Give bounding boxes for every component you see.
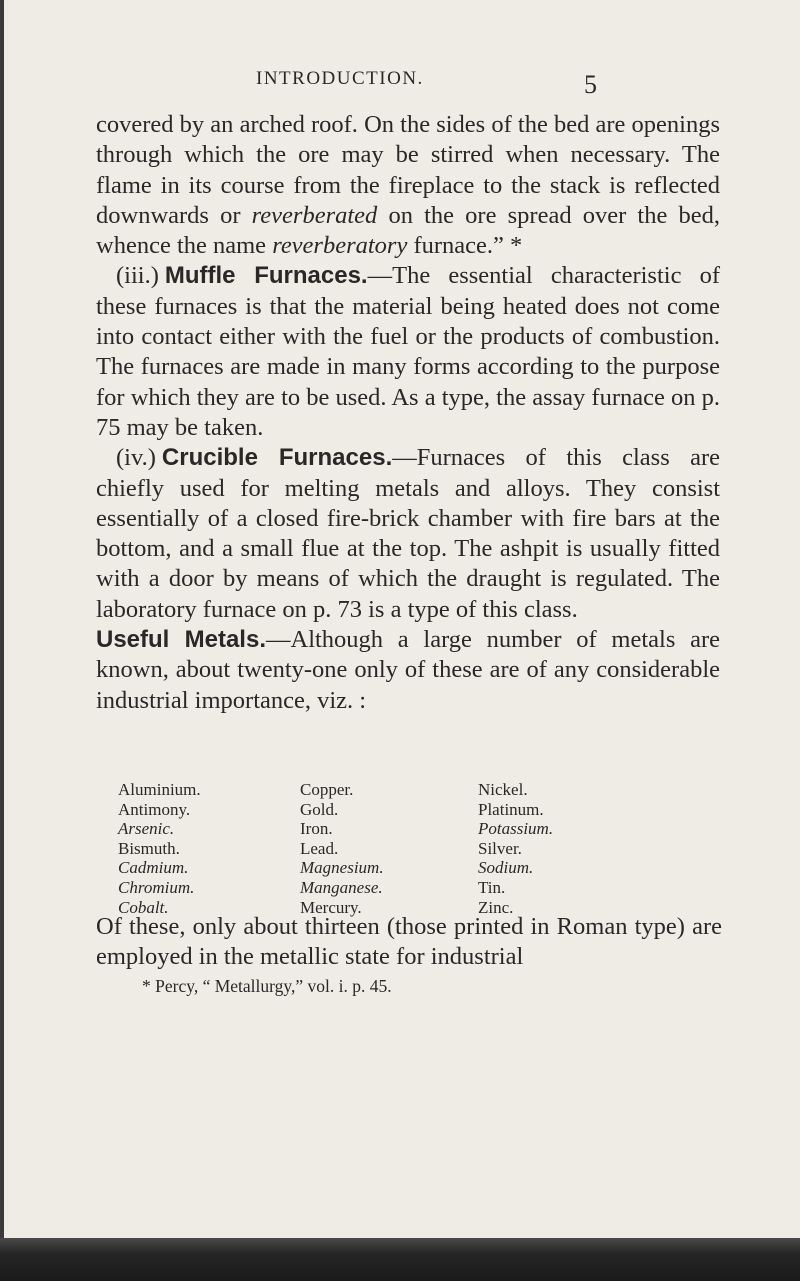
para1-text-a: covered by an arched roof. On the sides of the bed are openings through which the ore may be stirred when necessary. The flame in its course from the fireplace to the stack is reflected downwards or (96, 111, 720, 229)
metal-name: Mercury. (300, 897, 362, 917)
metal-name: Chromium. (118, 877, 195, 897)
heading-useful-metals: Useful Metals. (96, 626, 266, 654)
metal-name: Bismuth. (118, 838, 180, 858)
metal-name: Sodium. (478, 858, 534, 878)
metal-name: Potassium. (478, 819, 554, 839)
metal-name: Arsenic. (118, 819, 175, 839)
para1-text-c: furnace.” * (407, 232, 523, 260)
scan-bottom-edge (0, 1238, 800, 1281)
para1-text-b: on the ore spread over the bed, whence the name (96, 201, 720, 260)
footnote: * Percy, “ Metallurgy,” vol. i. p. 45. (142, 976, 392, 996)
metal-name: Cobalt. (118, 897, 169, 917)
paragraph-closing: Of these, only about thirteen (those printed in Roman type) are employed in the metallic state for industrial (96, 913, 722, 971)
italic-reverberated: reverberated (251, 201, 378, 229)
page-edge-shadow (0, 0, 4, 1281)
metal-name: Gold. (300, 799, 339, 819)
paragraph-muffle-furnaces (96, 261, 720, 443)
metal-name: Manganese. (300, 877, 383, 897)
paragraph-reverberatory (96, 110, 720, 261)
metal-name: Magnesium. (300, 858, 384, 878)
metal-name: Lead. (300, 838, 339, 858)
heading-crucible-furnaces: Crucible Furnaces. (161, 444, 393, 472)
heading-muffle-furnaces: Muffle Furnaces. (164, 262, 368, 290)
body-text (96, 110, 720, 716)
metals-column-1 (118, 780, 300, 917)
metal-name: Zinc. (478, 897, 514, 917)
metal-name: Silver. (478, 838, 522, 858)
metal-name: Aluminium. (118, 780, 201, 799)
section-number-iii: (iii.) (116, 262, 159, 290)
crucible-text: —Furnaces of this class are chiefly used for melting metals and alloys. They consist essentially of a closed fire-brick chamber with fire bars at the bottom, and a small flue at the top. The ashpit is usually fitted with a door by means of which the draught is regulated. The laboratory furnace on p. 73 is a type of this class. (96, 444, 721, 623)
muffle-text: —The essential characteristic of these furnaces is that the material being heated does not come into contact either with the fuel or the products of combustion. The furnaces are made in many forms according to the purpose for which they are to be used. As a type, the assay furnace on p. 75 may be taken. (96, 262, 721, 441)
paragraph-crucible-furnaces (96, 443, 720, 625)
useful-metals-text: —Although a large number of metals are known, about twenty-one only of these are of any considerable industrial importance, viz. : (96, 626, 720, 714)
metal-name: Cadmium. (118, 858, 189, 878)
metal-name: Nickel. (478, 780, 528, 799)
metal-name: Copper. (300, 780, 354, 799)
metals-column-3 (478, 780, 638, 917)
metals-list (118, 780, 738, 917)
metals-column-2 (300, 780, 478, 917)
metal-name: Platinum. (478, 799, 544, 819)
metal-name: Antimony. (118, 799, 191, 819)
italic-reverberatory: reverberatory (272, 232, 408, 260)
metal-name: Tin. (478, 877, 506, 897)
page-number: 5 (584, 70, 597, 99)
section-number-iv: (iv.) (116, 444, 156, 472)
running-head: INTRODUCTION. (256, 68, 424, 89)
paragraph-useful-metals (96, 625, 720, 716)
metal-name: Iron. (300, 819, 333, 839)
